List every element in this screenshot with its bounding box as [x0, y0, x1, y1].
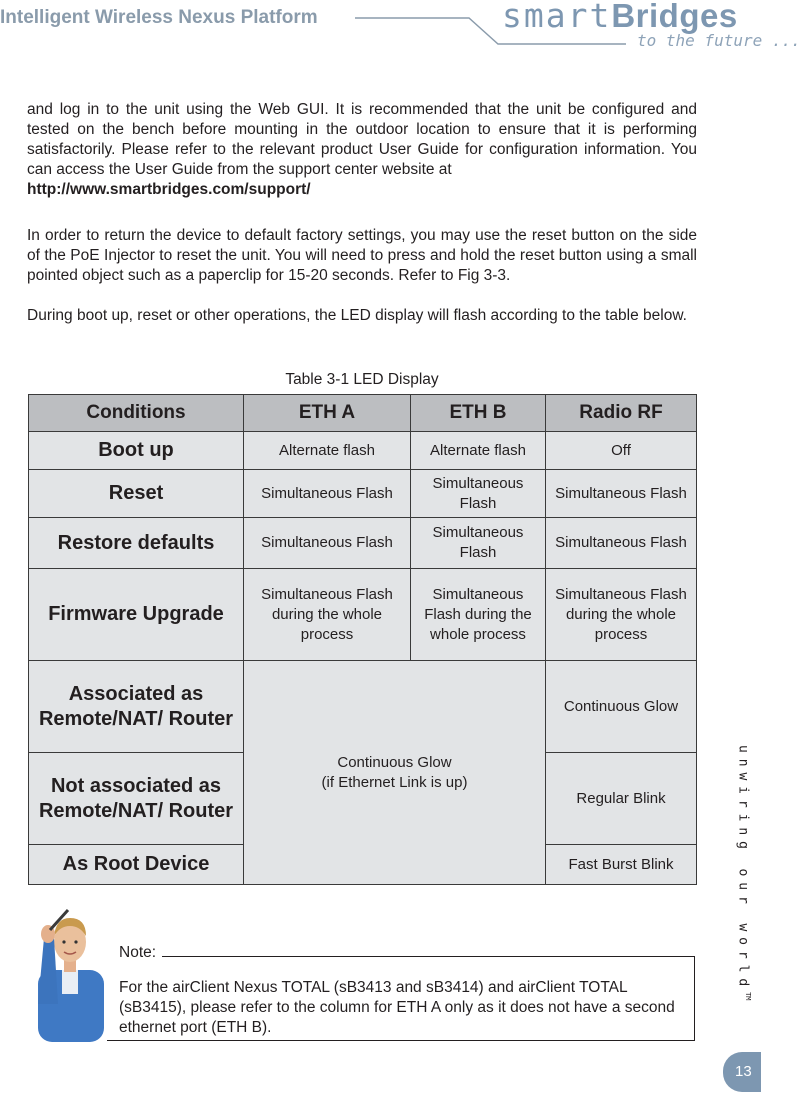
- note-text: For the airClient Nexus TOTAL (sB3413 and sB3414) and airClient TOTAL (sB3415), please refer to the column for ETH A only as it does not have a second ethernet port (ETH B).: [119, 979, 675, 1036]
- header-title: Intelligent Wireless Nexus Platform: [0, 7, 318, 28]
- paragraph-webgui-text: and log in to the unit using the Web GUI. It is recommended that the unit be configured and tested on the bench before mounting in the outdoor location to ensure that it is performing satisfactorily. Please refer to the relevant product User Guide for configuration information. You can access the User Guide from the support center website at: [27, 101, 697, 178]
- row-eth-b: Simultaneous Flash during the whole process: [411, 569, 546, 661]
- table-row: [29, 569, 697, 661]
- tagline: to the future ...: [637, 31, 801, 50]
- led-display-table: [28, 394, 697, 885]
- row-radio: Off: [546, 432, 697, 470]
- row-radio: Continuous Glow: [546, 661, 697, 753]
- row-condition: Associated as Remote/NAT/ Router: [29, 661, 244, 753]
- person-illustration: [34, 908, 106, 1042]
- side-slogan: [724, 745, 752, 1025]
- merged-ethernet-line2: (if Ethernet Link is up): [321, 773, 468, 791]
- paragraph-webgui: [27, 100, 697, 200]
- row-eth-b: Simultaneous Flash: [411, 518, 546, 569]
- merged-ethernet-cell: [244, 661, 546, 885]
- table-row: [29, 661, 697, 753]
- row-condition: Boot up: [29, 432, 244, 470]
- row-condition: Not associated as Remote/NAT/ Router: [29, 753, 244, 845]
- table-caption: Table 3-1 LED Display: [285, 371, 439, 388]
- brand-logo: [502, 0, 738, 35]
- note-label: Note:: [119, 944, 157, 961]
- table-row: [29, 518, 697, 569]
- table-row: [29, 470, 697, 518]
- row-eth-a: Alternate flash: [244, 432, 411, 470]
- row-condition: Firmware Upgrade: [29, 569, 244, 661]
- table-row: [29, 432, 697, 470]
- header-eth-b: ETH B: [411, 395, 546, 432]
- row-condition: Reset: [29, 470, 244, 518]
- table-header-row: [29, 395, 697, 432]
- row-condition: Restore defaults: [29, 518, 244, 569]
- row-eth-a: Simultaneous Flash during the whole process: [244, 569, 411, 661]
- paragraph-reset: In order to return the device to default factory settings, you may use the reset button on the side of the PoE Injector to reset the unit. You will need to press and hold the reset button using a small pointed object such as a paperclip for 15-20 seconds. Refer to Fig 3-3.: [27, 227, 697, 284]
- header-eth-a: ETH A: [244, 395, 411, 432]
- logo-light-text: smart: [502, 0, 612, 35]
- header-radio-rf: Radio RF: [546, 395, 697, 432]
- page-number: 13: [723, 1052, 761, 1092]
- row-eth-b: Simultaneous Flash: [411, 470, 546, 518]
- side-slogan-text: unwiring our world: [735, 745, 751, 993]
- row-eth-a: Simultaneous Flash: [244, 470, 411, 518]
- merged-ethernet-line1: Continuous Glow: [337, 753, 452, 771]
- paragraph-led: During boot up, reset or other operations, the LED display will flash according to the table below.: [27, 307, 687, 324]
- logo-bold-text: Bridges: [611, 0, 738, 34]
- row-radio: Simultaneous Flash: [546, 470, 697, 518]
- row-eth-a: Simultaneous Flash: [244, 518, 411, 569]
- row-radio: Simultaneous Flash: [546, 518, 697, 569]
- row-radio: Fast Burst Blink: [546, 845, 697, 885]
- row-condition: As Root Device: [29, 845, 244, 885]
- trademark-mark: TM: [744, 992, 752, 1001]
- row-radio: Regular Blink: [546, 753, 697, 845]
- support-url[interactable]: http://www.smartbridges.com/support/: [27, 181, 311, 198]
- row-radio: Simultaneous Flash during the whole process: [546, 569, 697, 661]
- row-eth-b: Alternate flash: [411, 432, 546, 470]
- header-conditions: Conditions: [29, 395, 244, 432]
